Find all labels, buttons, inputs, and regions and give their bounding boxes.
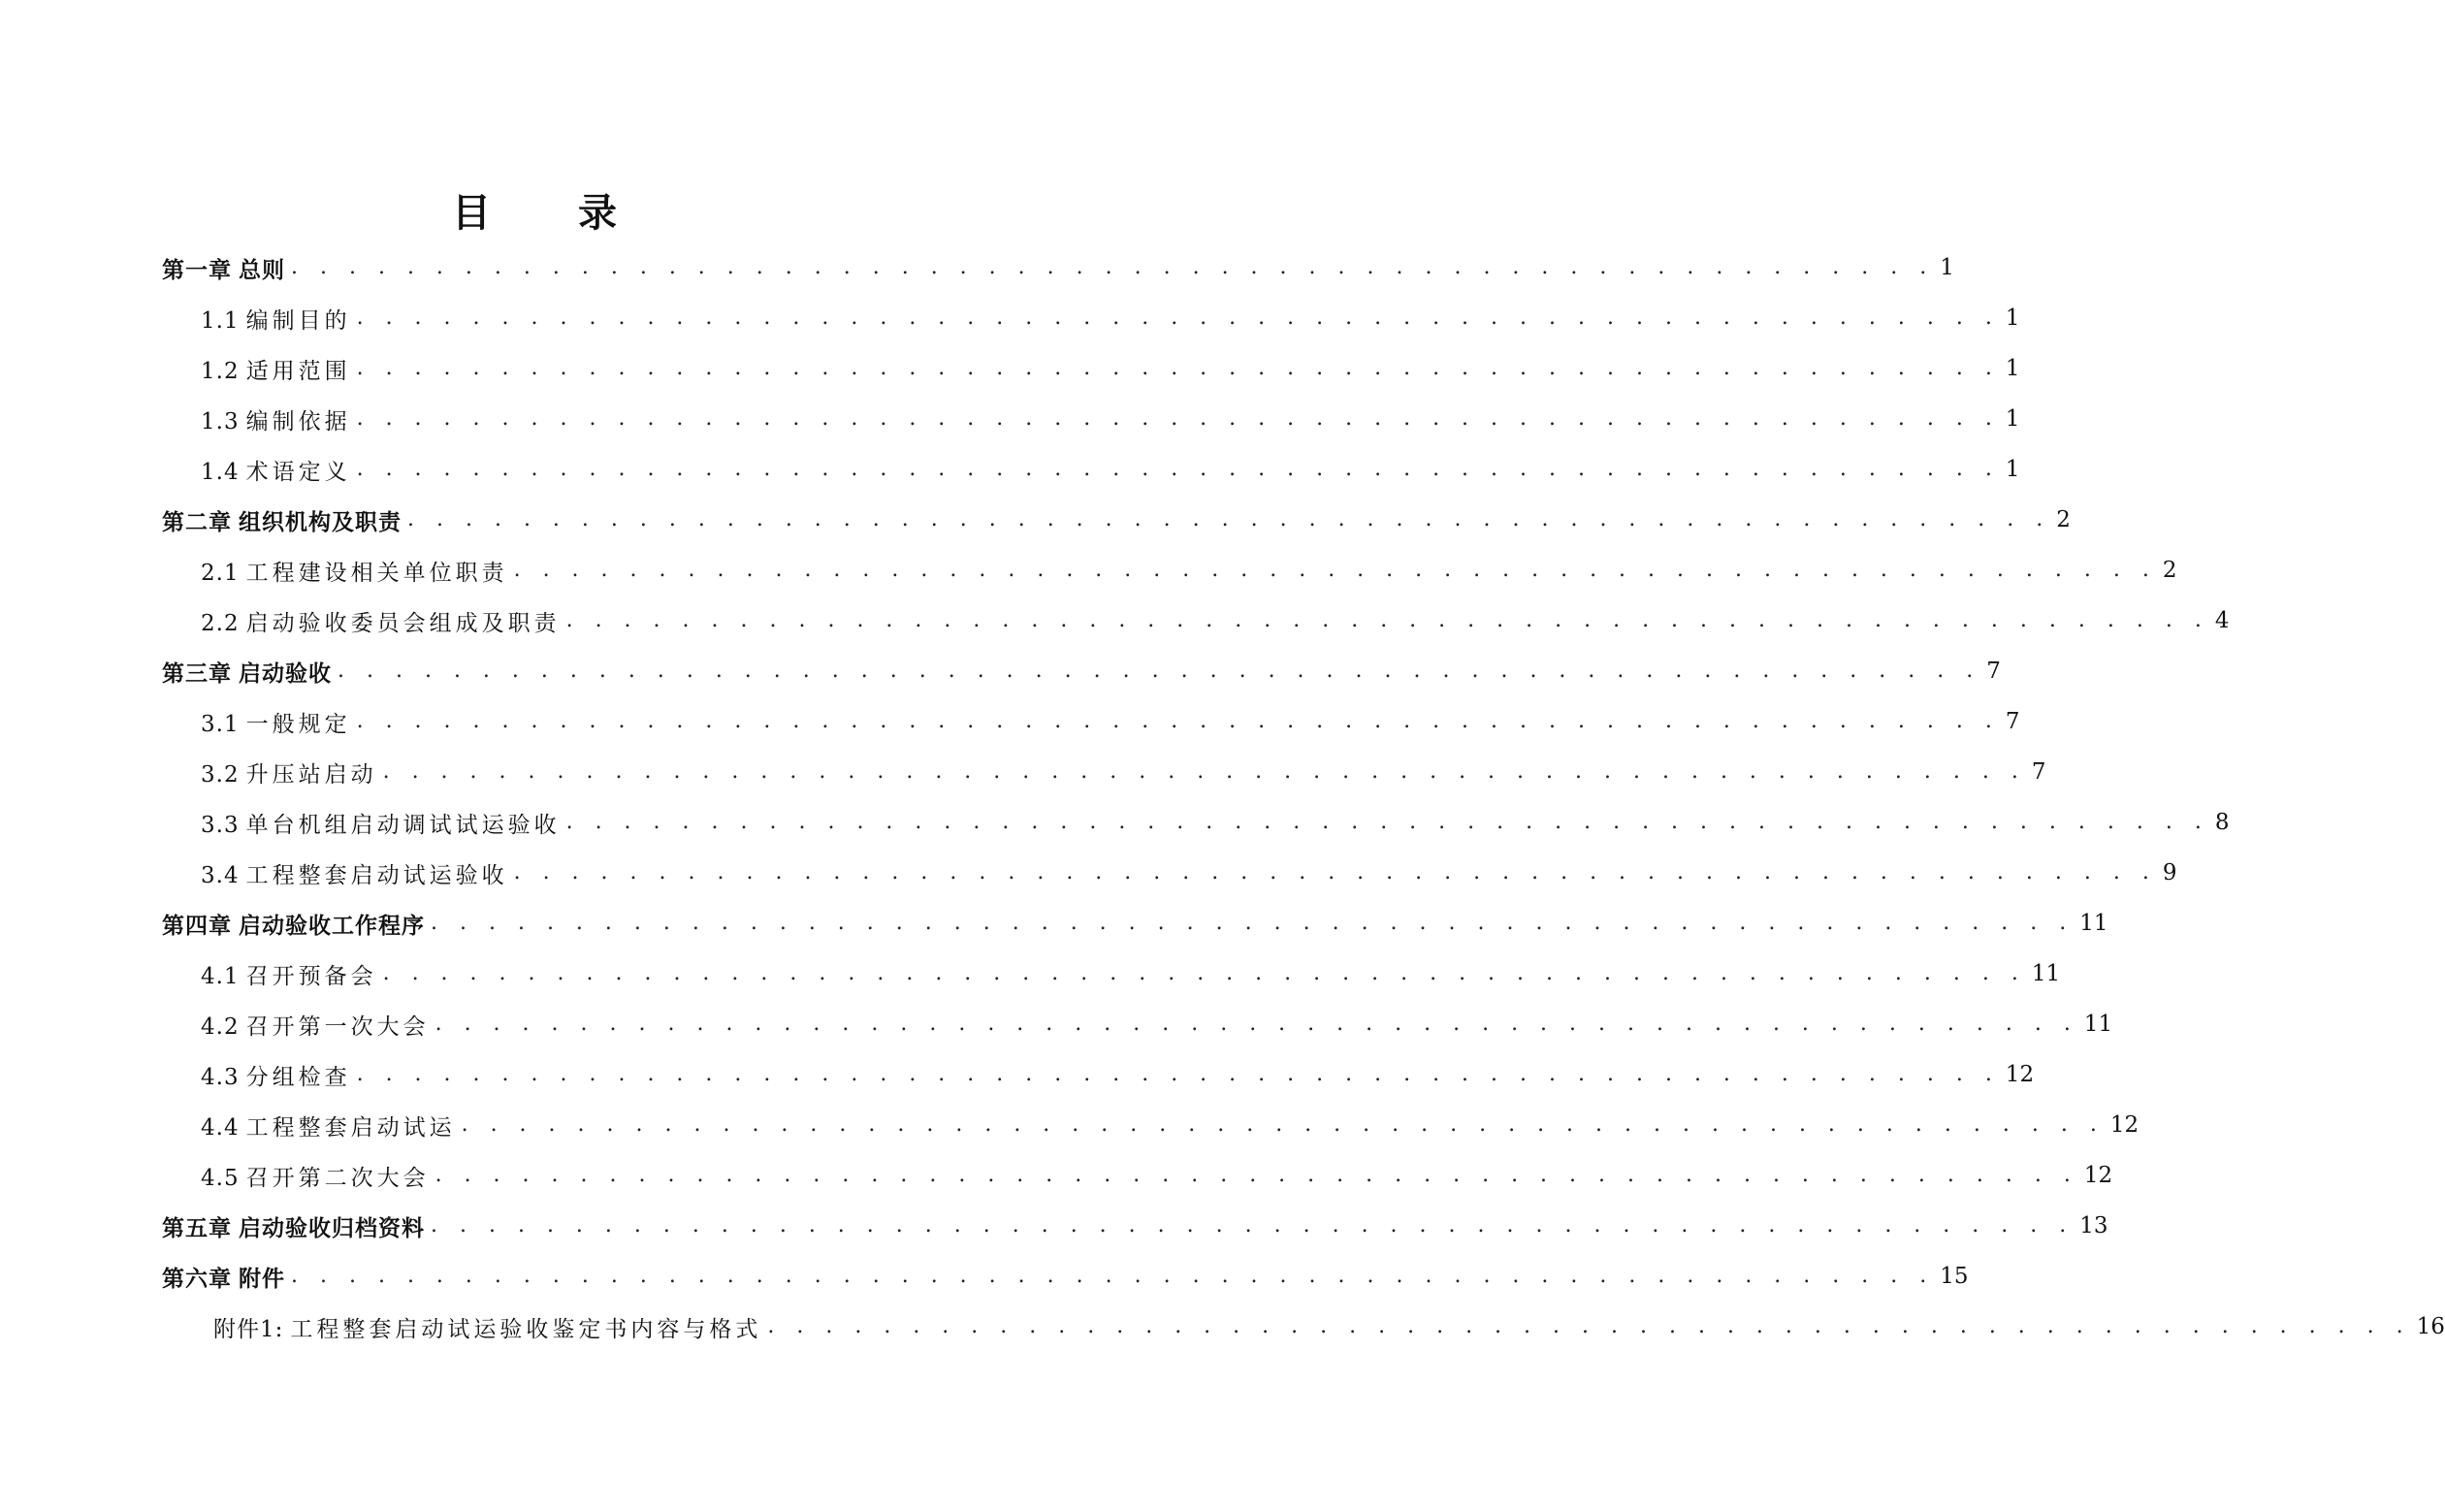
toc-dot-leader: . . . . . . . . . . . . . . . . . . . . . . . . . . . . . . . . . . . . . . . . . . . . . . . . . . . . . . . . .: [513, 558, 2157, 582]
toc-entry-section[interactable]: [201, 797, 2230, 848]
toc-entry-title: 召开预备会: [245, 963, 377, 989]
toc-entry-title: 附件: [239, 1266, 285, 1292]
toc-entry-title: 启动验收委员会组成及职责: [245, 610, 561, 636]
toc-entry-label: [162, 1261, 285, 1293]
toc-dot-leader: . . . . . . . . . . . . . . . . . . . . . . . . . . . . . . . . . . . . . . . . . . . . . . . . . . . . . . . . .: [356, 306, 2000, 330]
toc-entry-section[interactable]: [201, 394, 2020, 444]
toc-entry-appendix[interactable]: [213, 1302, 2445, 1352]
toc-entry-section[interactable]: [201, 848, 2177, 898]
toc-dot-leader: . . . . . . . . . . . . . . . . . . . . . . . . . . . . . . . . . . . . . . . . . . . . . . . . . . . . . . . . .: [434, 1012, 2078, 1036]
toc-entry-number: 2.2: [201, 610, 240, 636]
toc-entry-chapter[interactable]: [162, 1201, 2108, 1251]
toc-entry-title: 总则: [239, 257, 285, 283]
toc-entry-number: 4.3: [201, 1064, 240, 1090]
toc-entry-section[interactable]: [201, 545, 2177, 595]
toc-entry-title: 工程整套启动试运验收鉴定书内容与格式: [290, 1316, 762, 1342]
toc-entry-title: 术语定义: [245, 459, 351, 485]
toc-entry-label: [201, 303, 351, 335]
toc-entry-title: 组织机构及职责: [239, 509, 402, 535]
toc-entry-title: 工程整套启动试运验收: [245, 862, 508, 888]
toc-entry-number: 3.3: [201, 812, 240, 838]
toc-entry-title: 启动验收工作程序: [239, 913, 425, 939]
toc-entry-label: [201, 454, 351, 486]
toc-entry-page-number: 16: [2416, 1314, 2445, 1339]
toc-entry-section[interactable]: [201, 999, 2113, 1049]
toc-entry-number: 附件1:: [213, 1316, 284, 1342]
toc-entry-page-number: 12: [2083, 1163, 2113, 1188]
toc-dot-leader: . . . . . . . . . . . . . . . . . . . . . . . . . . . . . . . . . . . . . . . . . . . . . . . . . . . . . . . . .: [431, 1213, 2075, 1238]
toc-entry-page-number: 11: [2083, 1012, 2113, 1037]
toc-entry-section[interactable]: [201, 444, 2020, 495]
toc-entry-label: [201, 403, 351, 435]
toc-entry-page-number: 12: [2005, 1062, 2035, 1087]
toc-entry-section[interactable]: [201, 1100, 2139, 1150]
toc-entry-section[interactable]: [201, 696, 2020, 747]
toc-entry-label: [213, 1311, 761, 1343]
toc-entry-page-number: 1: [2005, 356, 2020, 381]
toc-entry-section[interactable]: [201, 949, 2061, 999]
toc-dot-leader: . . . . . . . . . . . . . . . . . . . . . . . . . . . . . . . . . . . . . . . . . . . . . . . . . . . . . . . . .: [767, 1314, 2411, 1338]
toc-entry-number: 第二章: [162, 509, 232, 535]
toc-entry-label: [201, 1110, 456, 1142]
toc-entry-page-number: 11: [2079, 911, 2108, 936]
toc-entry-number: 1.3: [201, 408, 240, 434]
toc-dot-leader: . . . . . . . . . . . . . . . . . . . . . . . . . . . . . . . . . . . . . . . . . . . . . . . . . . . . . . . . .: [461, 1112, 2105, 1137]
toc-entry-number: 4.1: [201, 963, 240, 989]
toc-entry-number: 第三章: [162, 660, 232, 687]
toc-entry-section[interactable]: [201, 595, 2230, 646]
toc-entry-chapter[interactable]: [162, 242, 1954, 293]
toc-entry-title: 适用范围: [245, 358, 351, 384]
toc-entry-label: [162, 252, 285, 284]
toc-entry-page-number: 7: [1986, 659, 2001, 684]
page-title: 目 录: [452, 191, 654, 236]
toc-entry-page-number: 11: [2031, 961, 2061, 986]
toc-entry-chapter[interactable]: [162, 495, 2071, 545]
toc-entry-label: [162, 504, 402, 536]
toc-entry-title: 工程建设相关单位职责: [245, 560, 508, 586]
toc-entry-label: [162, 656, 332, 688]
toc-entry-label: [201, 857, 508, 889]
toc-dot-leader: . . . . . . . . . . . . . . . . . . . . . . . . . . . . . . . . . . . . . . . . . . . . . . . . . . . . . . . . .: [356, 406, 2000, 431]
toc-dot-leader: . . . . . . . . . . . . . . . . . . . . . . . . . . . . . . . . . . . . . . . . . . . . . . . . . . . . . . . . .: [338, 659, 1981, 683]
toc-entry-number: 第六章: [162, 1266, 232, 1292]
toc-entry-label: [201, 1160, 430, 1192]
toc-entry-number: 第四章: [162, 913, 232, 939]
toc-dot-leader: . . . . . . . . . . . . . . . . . . . . . . . . . . . . . . . . . . . . . . . . . . . . . . . . . . . . . . . . .: [291, 1264, 1935, 1288]
toc-entry-chapter[interactable]: [162, 646, 2001, 696]
toc-entry-title: 召开第一次大会: [245, 1013, 430, 1040]
toc-entry-page-number: 15: [1940, 1264, 1969, 1289]
toc-entry-page-number: 7: [2031, 759, 2046, 785]
toc-entry-number: 3.4: [201, 862, 240, 888]
toc-dot-leader: . . . . . . . . . . . . . . . . . . . . . . . . . . . . . . . . . . . . . . . . . . . . . . . . . . . . . . . . .: [356, 356, 2000, 380]
toc-entry-label: [201, 1009, 430, 1041]
toc-dot-leader: . . . . . . . . . . . . . . . . . . . . . . . . . . . . . . . . . . . . . . . . . . . . . . . . . . . . . . . . .: [356, 457, 2000, 481]
toc-dot-leader: . . . . . . . . . . . . . . . . . . . . . . . . . . . . . . . . . . . . . . . . . . . . . . . . . . . . . . . . .: [356, 709, 2000, 733]
toc-entry-title: 召开第二次大会: [245, 1165, 430, 1191]
toc-entry-number: 4.5: [201, 1165, 240, 1191]
toc-dot-leader: . . . . . . . . . . . . . . . . . . . . . . . . . . . . . . . . . . . . . . . . . . . . . . . . . . . . . . . . .: [407, 507, 2051, 531]
toc-entry-section[interactable]: [201, 1049, 2035, 1100]
toc-entry-page-number: 7: [2005, 709, 2020, 734]
toc-entry-number: 4.2: [201, 1013, 240, 1040]
toc-entry-page-number: 9: [2162, 860, 2177, 885]
toc-entry-title: 编制依据: [245, 408, 351, 434]
toc-entry-number: 第五章: [162, 1215, 232, 1241]
toc-entry-label: [201, 958, 377, 990]
toc-entry-section[interactable]: [201, 1150, 2113, 1201]
toc-dot-leader: . . . . . . . . . . . . . . . . . . . . . . . . . . . . . . . . . . . . . . . . . . . . . . . . . . . . . . . . .: [565, 810, 2209, 834]
toc-entry-number: 1.4: [201, 459, 240, 485]
toc-entry-number: 第一章: [162, 257, 232, 283]
toc-entry-number: 4.4: [201, 1114, 240, 1141]
toc-entry-page-number: 2: [2162, 558, 2177, 583]
toc-dot-leader: . . . . . . . . . . . . . . . . . . . . . . . . . . . . . . . . . . . . . . . . . . . . . . . . . . . . . . . . .: [434, 1163, 2078, 1187]
toc-entry-page-number: 1: [1940, 255, 1954, 280]
toc-entry-page-number: 8: [2214, 810, 2230, 835]
toc-entry-title: 分组检查: [245, 1064, 351, 1090]
toc-entry-number: 1.2: [201, 358, 240, 384]
toc-entry-page-number: 1: [2005, 306, 2020, 331]
toc-entry-page-number: 4: [2214, 608, 2230, 633]
toc-entry-label: [162, 1210, 425, 1242]
toc-entry-label: [201, 807, 561, 839]
toc-entry-title: 启动验收归档资料: [239, 1215, 425, 1241]
toc-dot-leader: . . . . . . . . . . . . . . . . . . . . . . . . . . . . . . . . . . . . . . . . . . . . . . . . . . . . . . . . .: [291, 255, 1935, 279]
toc-entry-label: [201, 756, 377, 788]
toc-entry-title: 升压站启动: [245, 761, 377, 788]
toc-dot-leader: . . . . . . . . . . . . . . . . . . . . . . . . . . . . . . . . . . . . . . . . . . . . . . . . . . . . . . . . .: [382, 961, 2026, 985]
toc-dot-leader: . . . . . . . . . . . . . . . . . . . . . . . . . . . . . . . . . . . . . . . . . . . . . . . . . . . . . . . . .: [431, 911, 2075, 935]
toc-entry-page-number: 2: [2056, 507, 2071, 532]
toc-entry-label: [201, 555, 508, 587]
toc-entry-number: 1.1: [201, 307, 240, 334]
toc-dot-leader: . . . . . . . . . . . . . . . . . . . . . . . . . . . . . . . . . . . . . . . . . . . . . . . . . . . . . . . . .: [513, 860, 2157, 885]
toc-dot-leader: . . . . . . . . . . . . . . . . . . . . . . . . . . . . . . . . . . . . . . . . . . . . . . . . . . . . . . . . .: [356, 1062, 2000, 1086]
toc-entry-label: [201, 353, 351, 385]
toc-entry-number: 3.2: [201, 761, 240, 788]
toc-entry-title: 编制目的: [245, 307, 351, 334]
toc-entry-chapter[interactable]: [162, 898, 2108, 949]
toc-entry-page-number: 12: [2109, 1112, 2139, 1138]
toc-entry-page-number: 1: [2005, 406, 2020, 432]
toc-entry-chapter[interactable]: [162, 1251, 1969, 1302]
toc-entry-title: 单台机组启动调试试运验收: [245, 812, 561, 838]
toc-entry-label: [201, 605, 561, 637]
toc-entry-section[interactable]: [201, 293, 2020, 343]
toc-entry-title: 启动验收: [239, 660, 332, 687]
toc-entry-page-number: 13: [2079, 1213, 2108, 1239]
toc-entry-label: [162, 908, 425, 940]
toc-entry-label: [201, 1059, 351, 1091]
toc-entry-number: 3.1: [201, 711, 240, 737]
toc-dot-leader: . . . . . . . . . . . . . . . . . . . . . . . . . . . . . . . . . . . . . . . . . . . . . . . . . . . . . . . . .: [565, 608, 2209, 632]
toc-entry-section[interactable]: [201, 747, 2046, 797]
toc-entry-title: 一般规定: [245, 711, 351, 737]
toc-entry-page-number: 1: [2005, 457, 2020, 482]
toc-entry-title: 工程整套启动试运: [245, 1114, 456, 1141]
toc-entry-number: 2.1: [201, 560, 240, 586]
toc-entry-section[interactable]: [201, 343, 2020, 394]
toc-entry-label: [201, 706, 351, 738]
toc-dot-leader: . . . . . . . . . . . . . . . . . . . . . . . . . . . . . . . . . . . . . . . . . . . . . . . . . . . . . . . . .: [382, 759, 2026, 784]
